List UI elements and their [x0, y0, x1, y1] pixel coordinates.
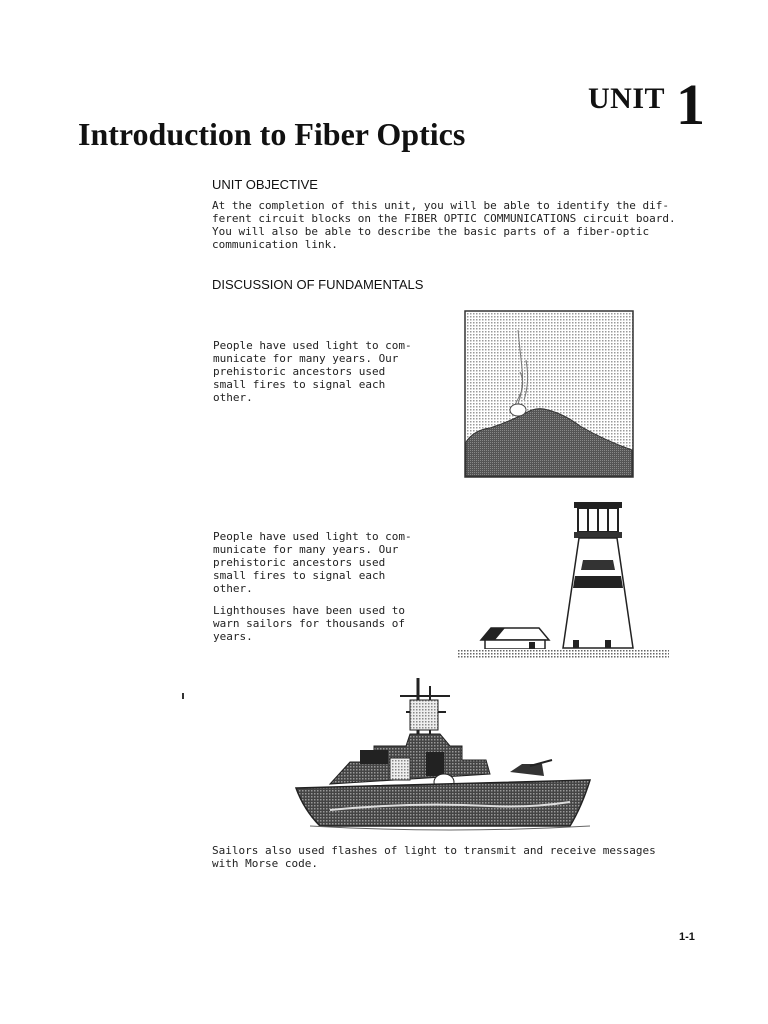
paragraph-morse: Sailors also used flashes of light to transmit and receive messages with Morse code. — [212, 844, 656, 870]
paragraph-lighthouse: Lighthouses have been used to warn sailors for thousands of years. — [213, 604, 406, 643]
objective-heading: UNIT OBJECTIVE — [212, 177, 318, 192]
objective-text: At the completion of this unit, you will be able to identify the dif- ferent circuit blocks on the FIBER OPTIC COMMUNICATIONS circuit board. You will also be able to describe the basic parts of a fiber-optic communication link. — [212, 199, 676, 251]
unit-number: 1 — [676, 72, 705, 137]
discussion-heading: DISCUSSION OF FUNDAMENTALS — [212, 277, 424, 292]
lighthouse-icon — [455, 500, 670, 662]
fire-on-hill-icon — [464, 310, 634, 478]
warship-icon — [290, 676, 610, 838]
paragraph-fires: People have used light to com- municate for many years. Our prehistoric ancestors used small fires to signal each other. — [213, 339, 412, 404]
paragraph-fires-repeat: People have used light to com- municate for many years. Our prehistoric ancestors used small fires to signal each other. — [213, 530, 412, 595]
unit-label: UNIT — [588, 82, 666, 115]
page-title: Introduction to Fiber Optics — [78, 116, 466, 152]
stray-tick-mark — [182, 693, 184, 699]
page-number: 1-1 — [679, 931, 695, 943]
